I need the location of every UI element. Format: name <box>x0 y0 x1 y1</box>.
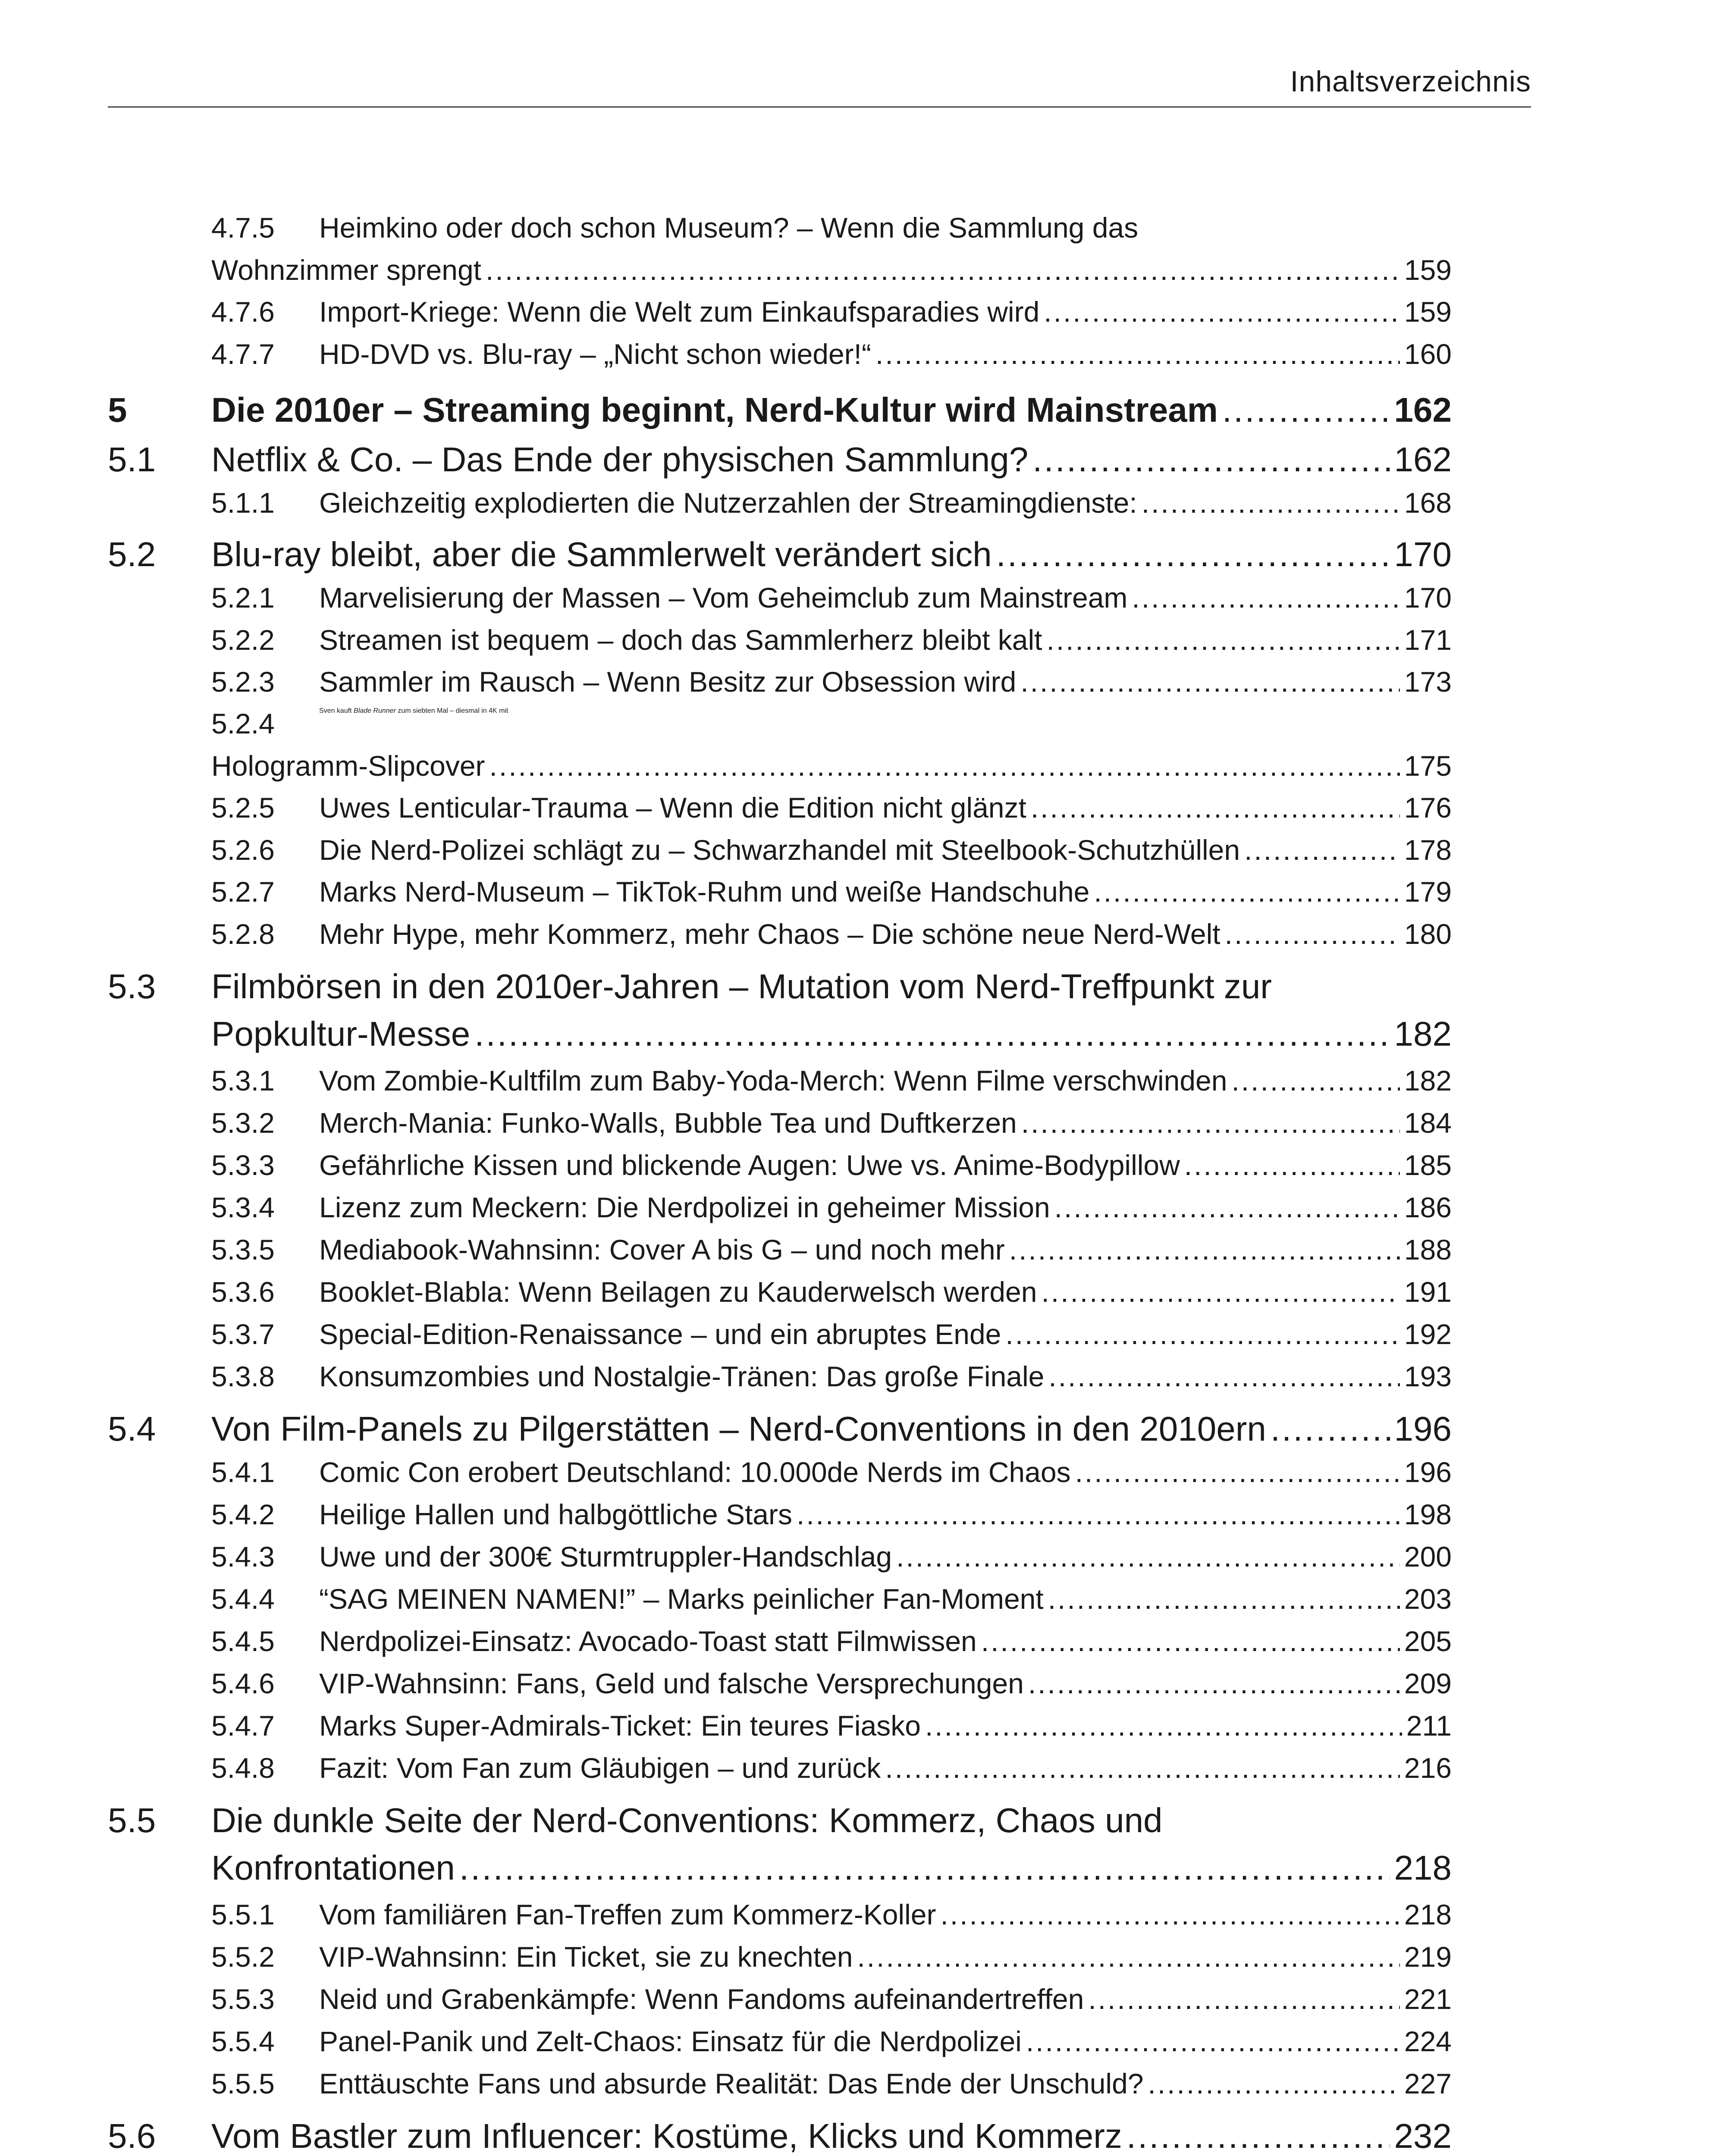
toc-entry-page: 171 <box>1404 624 1452 656</box>
dot-leader <box>1088 1983 1400 2015</box>
toc-entry-page: 160 <box>1404 338 1452 370</box>
dot-leader <box>1148 2067 1400 2100</box>
toc-entry-title: Enttäuschte Fans und absurde Realität: Das Ende der Unschuld? <box>319 2068 1144 2100</box>
toc-entry-page: 218 <box>1394 1849 1452 1887</box>
dot-leader <box>1020 665 1400 698</box>
toc-entry-number: 5.4.6 <box>211 1667 275 1699</box>
toc-entry-title: Import-Kriege: Wenn die Welt zum Einkaufsparadies wird <box>319 296 1040 328</box>
toc-entry-number: 5.4 <box>108 1410 156 1448</box>
toc-entry-page: 191 <box>1404 1276 1452 1308</box>
dot-leader <box>1222 390 1390 430</box>
toc-entry-title: Von Film-Panels zu Pilgerstätten – Nerd-Conventions in den 2010ern <box>211 1410 1266 1448</box>
toc-entry-number: 5.3.4 <box>211 1191 275 1223</box>
dot-leader <box>489 749 1400 782</box>
toc-entry-page: 198 <box>1404 1498 1452 1530</box>
toc-entry-number: 5.2.5 <box>211 792 275 824</box>
toc-entry-page: 159 <box>1404 254 1452 286</box>
dot-leader <box>1031 791 1400 824</box>
dot-leader <box>1032 440 1390 479</box>
toc-entry-page: 196 <box>1404 1456 1452 1488</box>
toc-entry-page: 176 <box>1404 792 1452 824</box>
toc-entry-page: 180 <box>1404 918 1452 950</box>
toc-entry-page: 182 <box>1404 1065 1452 1097</box>
dot-leader <box>1021 1106 1400 1139</box>
toc-entry-title: Marvelisierung der Massen – Vom Geheimclub zum Mainstream <box>319 582 1128 614</box>
toc-entry-title: Vom Zombie-Kultfilm zum Baby-Yoda-Merch: Wenn Filme verschwinden <box>319 1065 1227 1097</box>
toc-entry-number: 5.4.3 <box>211 1541 275 1573</box>
toc-entry-page: 188 <box>1404 1234 1452 1266</box>
dot-leader <box>1225 918 1400 950</box>
toc-entry-title: Merch-Mania: Funko-Walls, Bubble Tea und Duftkerzen <box>319 1107 1017 1139</box>
toc-entry-number: 5.4.4 <box>211 1583 275 1615</box>
toc-entry-title: Neid und Grabenkämpfe: Wenn Fandoms aufeinandertreffen <box>319 1983 1084 2015</box>
toc-entry-number: 4.7.6 <box>211 296 275 328</box>
toc-entry-title: Nerdpolizei-Einsatz: Avocado-Toast statt Filmwissen <box>319 1625 977 1657</box>
toc-entry-number: 5.5.2 <box>211 1941 275 1973</box>
toc-entry-page: 170 <box>1404 582 1452 614</box>
toc-entry-page: 173 <box>1404 666 1452 698</box>
toc-entry-number: 5.3.8 <box>211 1360 275 1392</box>
toc-entry-number: 5.4.5 <box>211 1625 275 1657</box>
dot-leader <box>981 1625 1400 1658</box>
toc-entry-title: Konsumzombies und Nostalgie-Tränen: Das große Finale <box>319 1360 1045 1392</box>
toc-entry-number: 5.2.7 <box>211 876 275 908</box>
dot-leader <box>1126 2116 1390 2156</box>
toc-entry-page: 227 <box>1404 2068 1452 2100</box>
toc-entry-number: 5.5.3 <box>211 1983 275 2015</box>
toc-entry-number: 5.2.4 <box>211 708 275 740</box>
toc-entry-page: 185 <box>1404 1149 1452 1181</box>
dot-leader <box>486 254 1400 286</box>
dot-leader <box>1026 2025 1400 2058</box>
toc-entry-number: 5.4.8 <box>211 1752 275 1784</box>
toc-entry-title: Panel-Panik und Zelt-Chaos: Einsatz für die Nerdpolizei <box>319 2025 1022 2057</box>
toc-entry-page: 200 <box>1404 1541 1452 1573</box>
toc-entry-title: Booklet-Blabla: Wenn Beilagen zu Kauderwelsch werden <box>319 1276 1037 1308</box>
toc-entry-page: 184 <box>1404 1107 1452 1139</box>
toc-entry-number: 5.3.7 <box>211 1318 275 1350</box>
toc-entry-page: 205 <box>1404 1625 1452 1657</box>
toc-entry-page: 196 <box>1394 1410 1452 1448</box>
toc-entry-title: Uwe und der 300€ Sturmtruppler-Handschlag <box>319 1541 892 1573</box>
toc-entry-number: 5.2.2 <box>211 624 275 656</box>
toc-entry-number: 5.3.5 <box>211 1234 275 1266</box>
dot-leader <box>1009 1233 1400 1266</box>
toc-entry-page: 178 <box>1404 834 1452 866</box>
toc-entry-number: 5.2.3 <box>211 666 275 698</box>
toc-entry-page: 232 <box>1394 2117 1452 2155</box>
toc-entry-number: 5.5.1 <box>211 1899 275 1930</box>
toc-entry-number: 5.2 <box>108 535 156 573</box>
dot-leader <box>1142 486 1400 519</box>
toc-entry-title-continued: Hologramm-Slipcover <box>211 750 485 782</box>
dot-leader <box>896 1540 1400 1573</box>
toc-entry-page: 211 <box>1406 1710 1452 1742</box>
dot-leader <box>925 1709 1402 1742</box>
toc-entry-number: 5.3.3 <box>211 1149 275 1181</box>
toc-entry-page: 203 <box>1404 1583 1452 1615</box>
toc-entry-page: 168 <box>1404 487 1452 519</box>
toc-entry-number: 5.1.1 <box>211 487 275 519</box>
toc-entry-page: 170 <box>1394 535 1452 573</box>
toc-entry-number: 5.4.2 <box>211 1498 275 1530</box>
dot-leader <box>996 535 1390 574</box>
toc-entry-number: 4.7.7 <box>211 338 275 370</box>
toc-entry-title: Fazit: Vom Fan zum Gläubigen – und zurück <box>319 1752 881 1784</box>
toc-entry-title-italic: Blade Runner <box>354 707 396 714</box>
toc-entry-page: 179 <box>1404 876 1452 908</box>
toc-entry-page: 159 <box>1404 296 1452 328</box>
toc-entry-title-continued: Popkultur-Messe <box>211 1015 471 1053</box>
toc-entry-title: Mediabook-Wahnsinn: Cover A bis G – und noch mehr <box>319 1234 1005 1266</box>
toc-entry-title: HD-DVD vs. Blu-ray – „Nicht schon wieder!“ <box>319 338 871 370</box>
toc-entry-title: Gleichzeitig explodierten die Nutzerzahlen der Streamingdienste: <box>319 487 1137 519</box>
running-title: Inhaltsverzeichnis <box>1290 65 1531 98</box>
toc-entry-title: zum siebten Mal – diesmal in 4K mit <box>395 707 508 714</box>
toc-entry-title: Blu-ray bleibt, aber die Sammlerwelt verändert sich <box>211 535 992 573</box>
toc-entry-title: Uwes Lenticular-Trauma – Wenn die Edition nicht glänzt <box>319 792 1026 824</box>
toc-entry-page: 182 <box>1394 1015 1452 1053</box>
dot-leader <box>1094 875 1400 908</box>
toc-entry-title: Die Nerd-Polizei schlägt zu – Schwarzhandel mit Steelbook-Schutzhüllen <box>319 834 1240 866</box>
toc-entry-number: 5.3.1 <box>211 1065 275 1097</box>
toc-entry-title: Sven kauft <box>319 707 354 714</box>
toc-entry-number: 5.5.5 <box>211 2068 275 2100</box>
dot-leader <box>459 1848 1390 1888</box>
dot-leader <box>1271 1409 1390 1449</box>
toc-entry-title: Lizenz zum Meckern: Die Nerdpolizei in geheimer Mission <box>319 1191 1050 1223</box>
toc-entry-title: Comic Con erobert Deutschland: 10.000de Nerds im Chaos <box>319 1456 1071 1488</box>
toc-entry-title: Die dunkle Seite der Nerd-Conventions: Kommerz, Chaos und <box>211 1801 1163 1839</box>
toc-entry-title-continued: Wohnzimmer sprengt <box>211 254 482 286</box>
toc-entry-page: 224 <box>1404 2025 1452 2057</box>
dot-leader <box>474 1014 1390 1054</box>
dot-leader <box>875 338 1400 370</box>
dot-leader <box>1054 1191 1400 1224</box>
toc-entry-title: Vom Bastler zum Influencer: Kostüme, Klicks und Kommerz <box>211 2117 1122 2155</box>
toc-entry-title: VIP-Wahnsinn: Ein Ticket, sie zu knechten <box>319 1941 853 1973</box>
toc-entry-page: 193 <box>1404 1360 1452 1392</box>
toc-entry-number: 4.7.5 <box>211 212 275 244</box>
toc-entry-page: 209 <box>1404 1667 1452 1699</box>
dot-leader <box>1075 1456 1400 1489</box>
toc-entry-title: Streamen ist bequem – doch das Sammlerherz bleibt kalt <box>319 624 1042 656</box>
dot-leader <box>885 1752 1400 1784</box>
toc-entry-title: Marks Super-Admirals-Ticket: Ein teures Fiasko <box>319 1710 921 1742</box>
toc-entry-title-continued: Konfrontationen <box>211 1849 455 1887</box>
toc-entry-page: 219 <box>1404 1941 1452 1973</box>
dot-leader <box>1041 1275 1399 1308</box>
dot-leader <box>1231 1064 1399 1097</box>
dot-leader <box>1044 295 1400 328</box>
toc-entry-page: 186 <box>1404 1191 1452 1223</box>
toc-entry-number: 5.5 <box>108 1801 156 1839</box>
toc-entry-number: 5.3.2 <box>211 1107 275 1139</box>
dot-leader <box>797 1498 1400 1531</box>
toc-entry-number: 5.2.6 <box>211 834 275 866</box>
toc-entry-page: 216 <box>1404 1752 1452 1784</box>
dot-leader <box>1048 1360 1400 1393</box>
toc-entry-page: 221 <box>1404 1983 1452 2015</box>
toc-entry-title: Die 2010er – Streaming beginnt, Nerd-Kultur wird Mainstream <box>211 391 1218 429</box>
toc-entry-title: Sammler im Rausch – Wenn Besitz zur Obsession wird <box>319 666 1017 698</box>
toc-entry-title: “SAG MEINEN NAMEN!” – Marks peinlicher Fan-Moment <box>319 1583 1044 1615</box>
toc-entry-title: Heilige Hallen und halbgöttliche Stars <box>319 1498 792 1530</box>
toc-entry-number: 5.2.1 <box>211 582 275 614</box>
toc-entry-title: Marks Nerd-Museum – TikTok-Ruhm und weiße Handschuhe <box>319 876 1090 908</box>
toc-entry-title: Mehr Hype, mehr Kommerz, mehr Chaos – Die schöne neue Nerd-Welt <box>319 918 1221 950</box>
toc-entry-title: Vom familiären Fan-Treffen zum Kommerz-Koller <box>319 1899 936 1930</box>
toc-entry-title: Filmbörsen in den 2010er-Jahren – Mutation vom Nerd-Treffpunkt zur <box>211 967 1272 1006</box>
toc-entry-number: 5 <box>108 391 127 429</box>
dot-leader <box>1048 1583 1400 1615</box>
dot-leader <box>1244 834 1400 866</box>
toc-entry-page: 162 <box>1394 440 1452 479</box>
toc-entry-title: VIP-Wahnsinn: Fans, Geld und falsche Versprechungen <box>319 1667 1024 1699</box>
toc-entry-number: 5.1 <box>108 440 156 479</box>
toc-entry-title: Gefährliche Kissen und blickende Augen: Uwe vs. Anime-Bodypillow <box>319 1149 1180 1181</box>
toc-entry-number: 5.3.6 <box>211 1276 275 1308</box>
toc-entry-number: 5.6 <box>108 2117 156 2155</box>
dot-leader <box>1132 581 1399 614</box>
toc-entry-page: 162 <box>1394 391 1452 429</box>
toc-entry-number: 5.4.1 <box>211 1456 275 1488</box>
toc-entry-page: 175 <box>1404 750 1452 782</box>
toc-entry-number: 5.3 <box>108 967 156 1006</box>
toc-entry-title: Heimkino oder doch schon Museum? – Wenn die Sammlung das <box>319 212 1139 244</box>
toc-entry-number: 5.2.8 <box>211 918 275 950</box>
toc-entry-number: 5.4.7 <box>211 1710 275 1742</box>
toc-entry-title: Special-Edition-Renaissance – und ein abruptes Ende <box>319 1318 1001 1350</box>
dot-leader <box>1047 624 1400 656</box>
dot-leader <box>1005 1318 1400 1351</box>
dot-leader <box>857 1940 1399 1973</box>
toc-entry-page: 192 <box>1404 1318 1452 1350</box>
toc-entry-title: Netflix & Co. – Das Ende der physischen Sammlung? <box>211 440 1029 479</box>
dot-leader <box>940 1898 1399 1931</box>
toc-entry-page: 218 <box>1404 1899 1452 1930</box>
dot-leader <box>1028 1667 1400 1700</box>
toc-entry-number: 5.5.4 <box>211 2025 275 2057</box>
dot-leader <box>1184 1149 1400 1181</box>
